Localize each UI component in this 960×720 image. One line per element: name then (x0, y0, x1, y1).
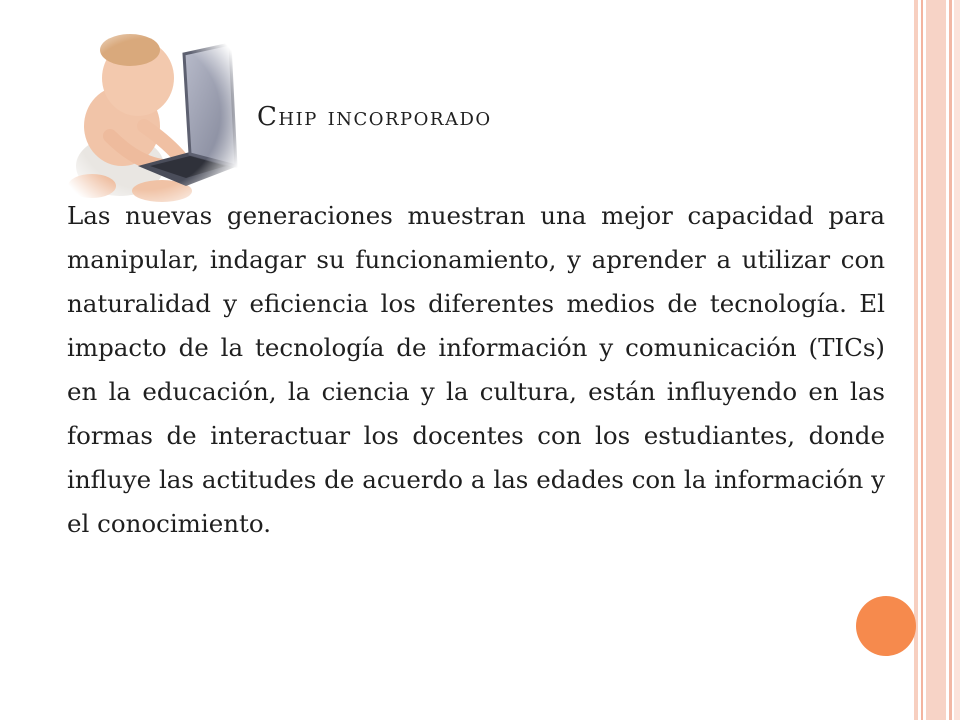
stripe (954, 0, 960, 720)
slide-title: Chip incorporado (257, 102, 492, 132)
stripe (914, 0, 918, 720)
stripe (926, 0, 946, 720)
baby-with-laptop-image (52, 16, 242, 212)
slide-body-text: Las nuevas generaciones muestran una mejor capacidad para manipular, indagar su funcionamiento, y aprender a utilizar con naturalidad y eficiencia los diferentes medios de tecnología. El impacto de la tecnología de información y comunicación (TICs) en la educación, la ciencia y la cultura, están influyendo en las formas de interactuar los docentes con los estudiantes, donde influye las actitudes de acuerdo a las edades con la información y el conocimiento. (67, 201, 885, 538)
accent-circle (856, 596, 916, 656)
decorative-side-stripes (914, 0, 960, 720)
stripe (949, 0, 952, 720)
stripe (921, 0, 923, 720)
